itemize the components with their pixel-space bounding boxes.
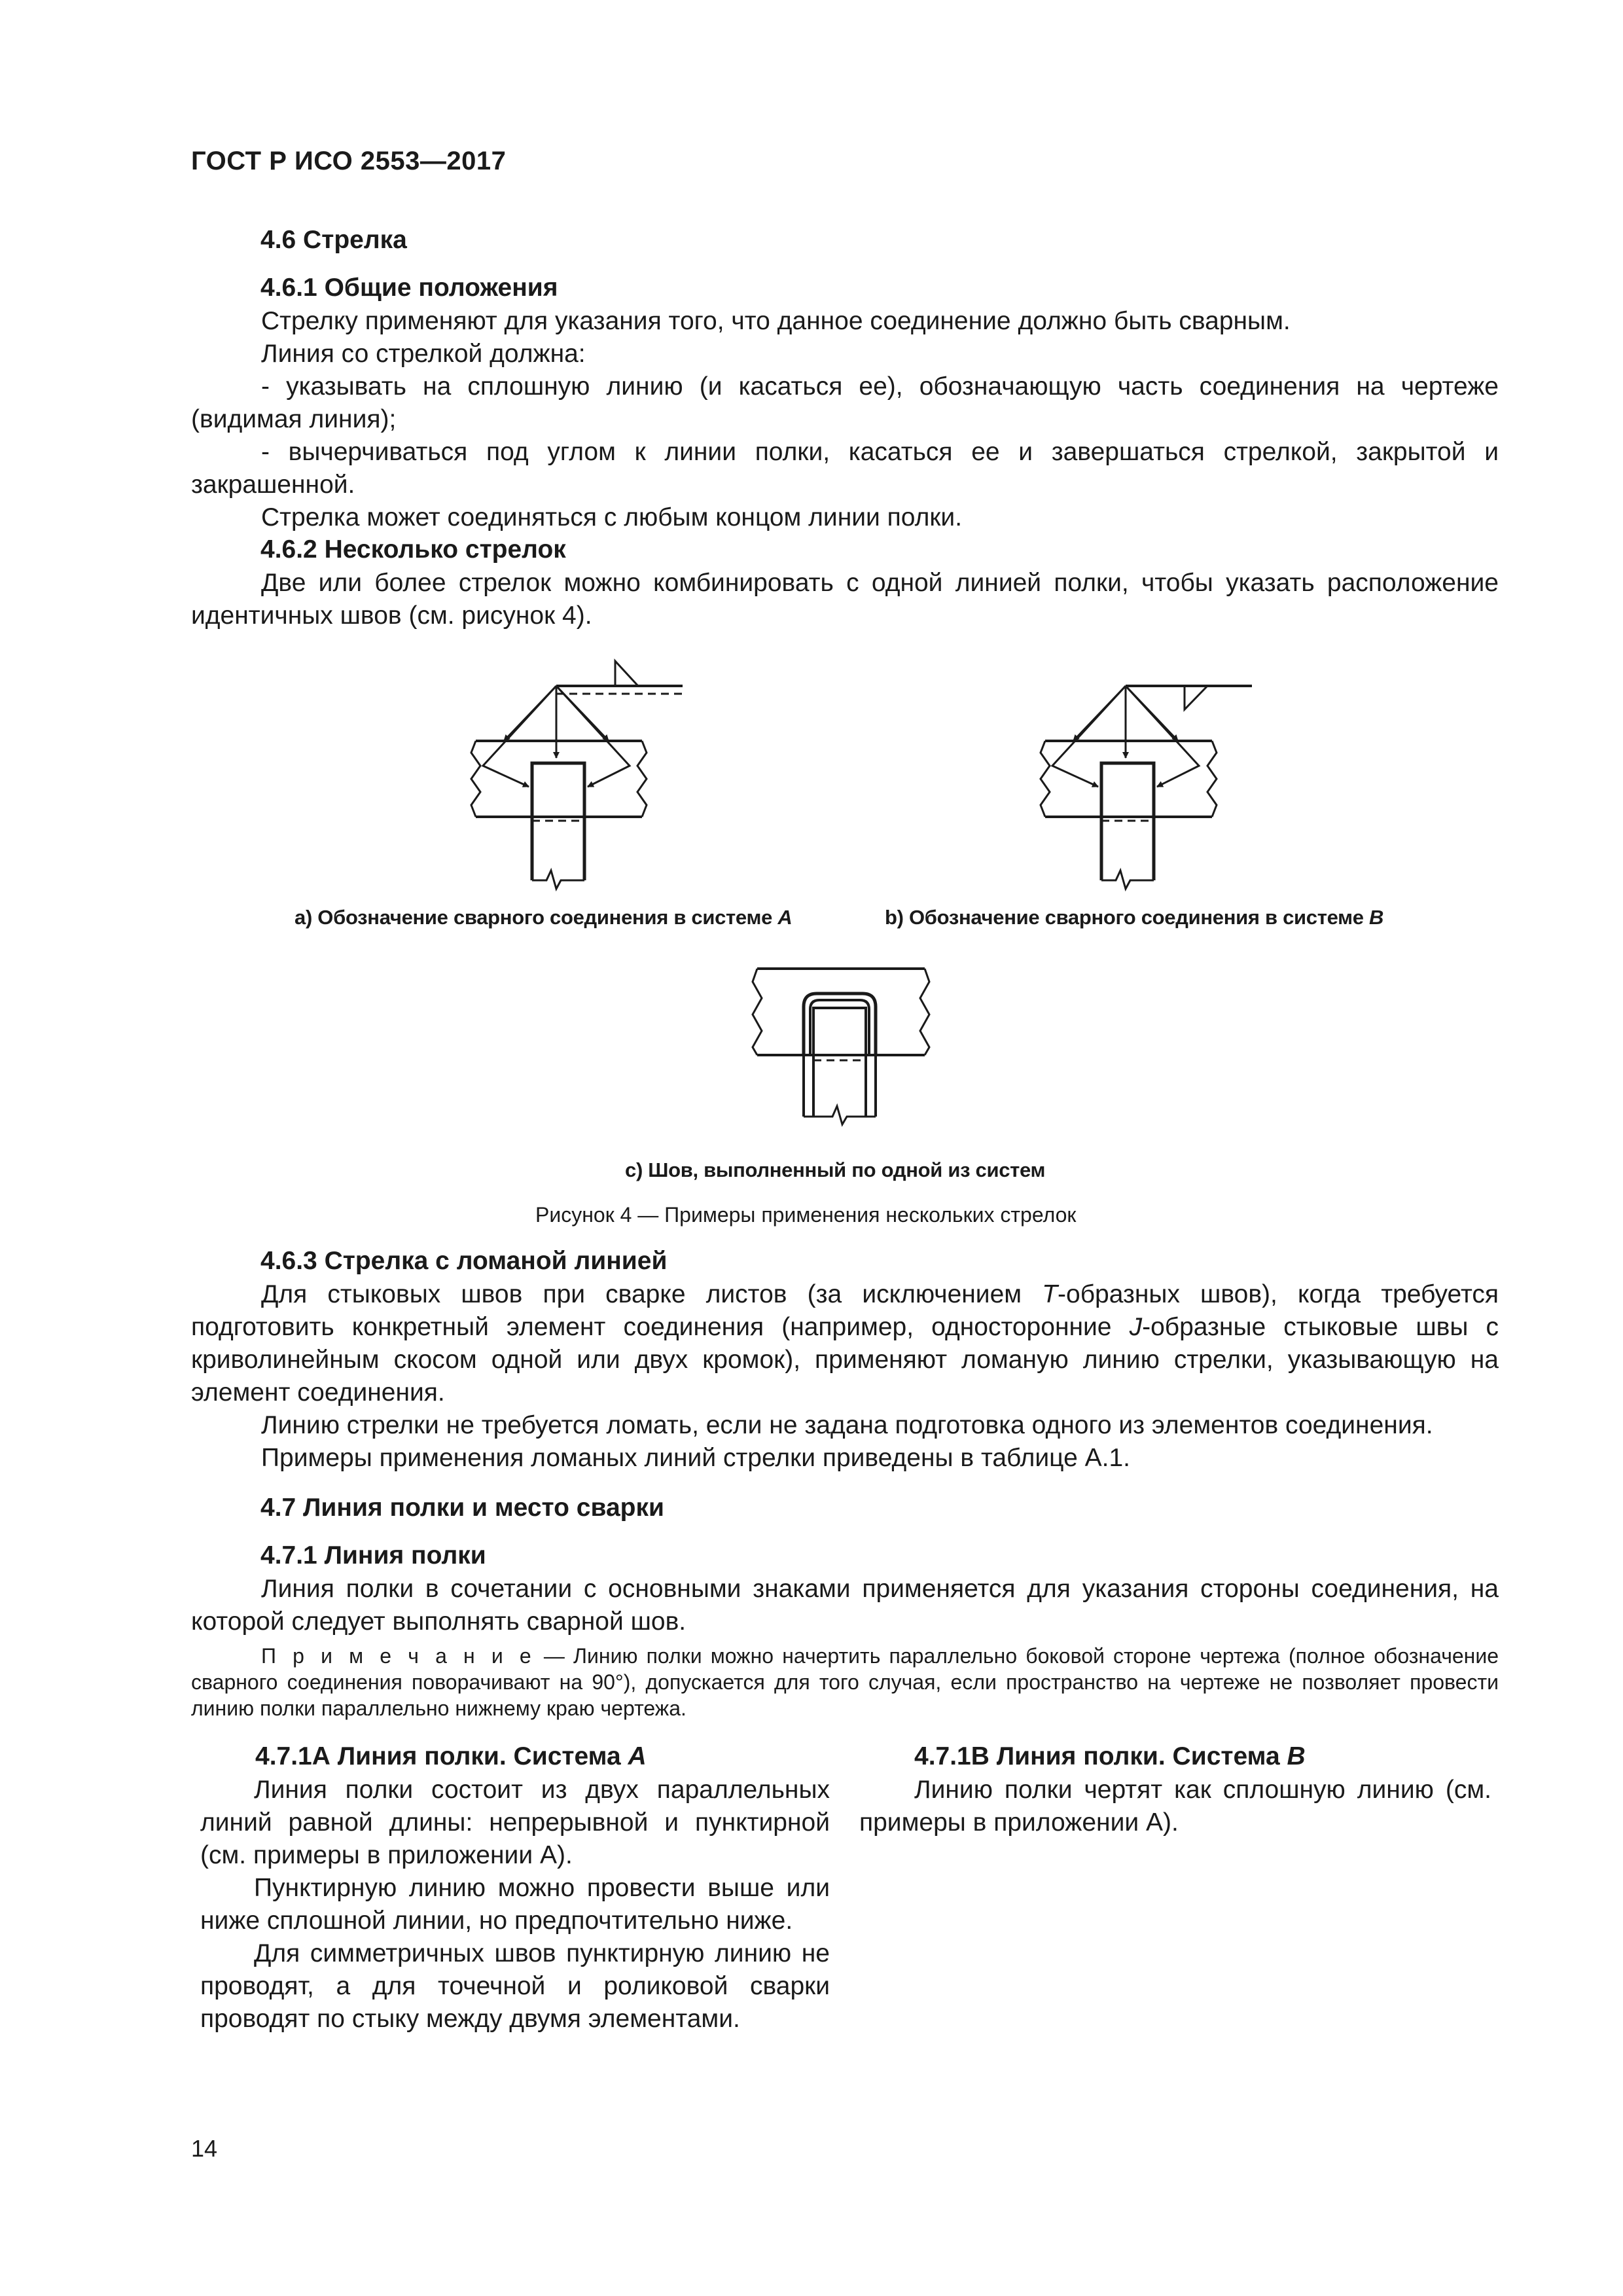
figure-4b-group (1041, 686, 1252, 889)
section-4-7-1-text: Линия полки в сочетании с основными знаками применяется для указания стороны соединения, на которой следует выполнять сварной шов. (191, 1575, 1499, 1636)
title-system: B (1287, 1742, 1306, 1770)
figure-4-caption: Рисунок 4 — Примеры применения нескольких стрелок (535, 1203, 1077, 1227)
caption-text: b) Обозначение сварного соединения в системе (885, 906, 1370, 929)
text-run: Для стыковых швов при сварке листов (за исключением (261, 1280, 1043, 1308)
section-4-7-1b-title (914, 1742, 1306, 1771)
title-text: 4.7.1А Линия полки. Система (255, 1742, 628, 1770)
section-4-7-1-title: 4.7.1 Линия полки (260, 1541, 486, 1570)
paragraph: Линия со стрелкой должна: (261, 340, 586, 368)
paragraph: Пунктирную линию можно провести выше или ниже сплошной линии, но предпочтительно ниже. (200, 1874, 830, 1935)
paragraph: Линию полки чертят как сплошную линию (см. примеры в приложении А). (859, 1776, 1491, 1837)
title-text: 4.7.1В Линия полки. Система (914, 1742, 1287, 1770)
fillet-symbol (615, 661, 638, 686)
arrow-right (1126, 686, 1199, 787)
paragraph: Линию стрелки не требуется ломать, если не задана подготовка одного из элементов соединения. (261, 1411, 1433, 1439)
text-run: J (1129, 1313, 1143, 1341)
caption-system: A (777, 906, 793, 929)
section-4-7-1b-text (859, 1774, 1491, 1839)
figure-4a-caption (294, 906, 792, 929)
paragraph: Стрелку применяют для указания того, что данное соединение должно быть сварным. (261, 307, 1291, 335)
arrow-left (483, 686, 556, 787)
section-4-7-1a-text (200, 1774, 830, 2036)
fillet-symbol (1185, 686, 1207, 709)
text-run: T (1042, 1280, 1058, 1308)
arrow-left (1052, 686, 1126, 787)
figure-4b-caption (885, 906, 1383, 929)
text-run: -образных швов), когда требуется подготовить конкретный элемент соединения (например, односторонние (191, 1280, 1499, 1341)
note (191, 1643, 1499, 1721)
section-4-6-title: 4.6 Стрелка (260, 226, 407, 254)
page-number: 14 (191, 2135, 218, 2162)
section-4-7-1a-title (255, 1742, 647, 1771)
note-text: — Линию полки можно начертить параллельно боковой стороне чертежа (полное обозначение сварного соединения поворачивают на 90°), допускается для того случая, если пространство на чертеже не позволяет провести линию полки параллельно нижнему краю чертежа. (191, 1644, 1499, 1720)
arrow-midleft (504, 686, 556, 741)
figure-4c-caption: с) Шов, выполненный по одной из систем (625, 1158, 1046, 1181)
section-4-6-2-text: Две или более стрелок можно комбинировать с одной линией полки, чтобы указать расположение идентичных швов (см. рисунок 4). (191, 569, 1499, 630)
section-4-6-3-title: 4.6.3 Стрелка с ломаной линией (260, 1247, 668, 1275)
break-right (1207, 741, 1217, 817)
arrow-midright (1126, 686, 1178, 741)
web-break (1101, 870, 1154, 889)
note-label: П р и м е ч а н и е (261, 1644, 535, 1668)
paragraph: Для симметричных швов пунктирную линию не проводят, а для точечной и роликовой сварки проводят по стыку между двумя элементами. (200, 1939, 830, 2033)
figure-4c-group (753, 969, 929, 1124)
paragraph: Стрелка может соединяться с любым концом линии полки. (261, 503, 963, 531)
arrow-right (556, 686, 630, 787)
title-system: A (628, 1742, 647, 1770)
section-4-7-title: 4.7 Линия полки и место сварки (260, 1494, 664, 1522)
paragraph: Линия полки состоит из двух параллельных линий равной длины: непрерывной и пунктирной (см. примеры в приложении А). (200, 1776, 830, 1869)
break-right (637, 741, 647, 817)
paragraph: Примеры применения ломаных линий стрелки приведены в таблице А.1. (261, 1444, 1130, 1472)
arrow-midleft (1073, 686, 1126, 741)
paragraph (191, 1278, 1499, 1409)
break-left (471, 741, 480, 817)
caption-text: а) Обозначение сварного соединения в системе (294, 906, 778, 929)
break-right (920, 969, 929, 1055)
text-run: -образные стыковые швы с криволинейным скосом одной или двух кромок), применяют ломаную линию стрелки, указывающую на элемент соединения. (191, 1313, 1499, 1407)
break-left (1041, 741, 1050, 817)
web-outline (813, 1008, 866, 1117)
list-item: - вычерчиваться под углом к линии полки, касаться ее и завершаться стрелкой, закрытой и закрашенной. (191, 438, 1499, 499)
section-4-6-1-title: 4.6.1 Общие положения (260, 274, 558, 302)
web-break (532, 870, 584, 889)
caption-system: B (1369, 906, 1384, 929)
break-left (753, 969, 762, 1055)
figure-4a-group (471, 661, 683, 889)
list-item: - указывать на сплошную линию (и касаться ее), обозначающую часть соединения на чертеже (видимая линия); (191, 372, 1499, 433)
section-4-6-2-title: 4.6.2 Несколько стрелок (260, 535, 566, 564)
section-4-6-3-text (191, 1278, 1499, 1475)
document-code: ГОСТ Р ИСО 2553—2017 (191, 147, 507, 175)
